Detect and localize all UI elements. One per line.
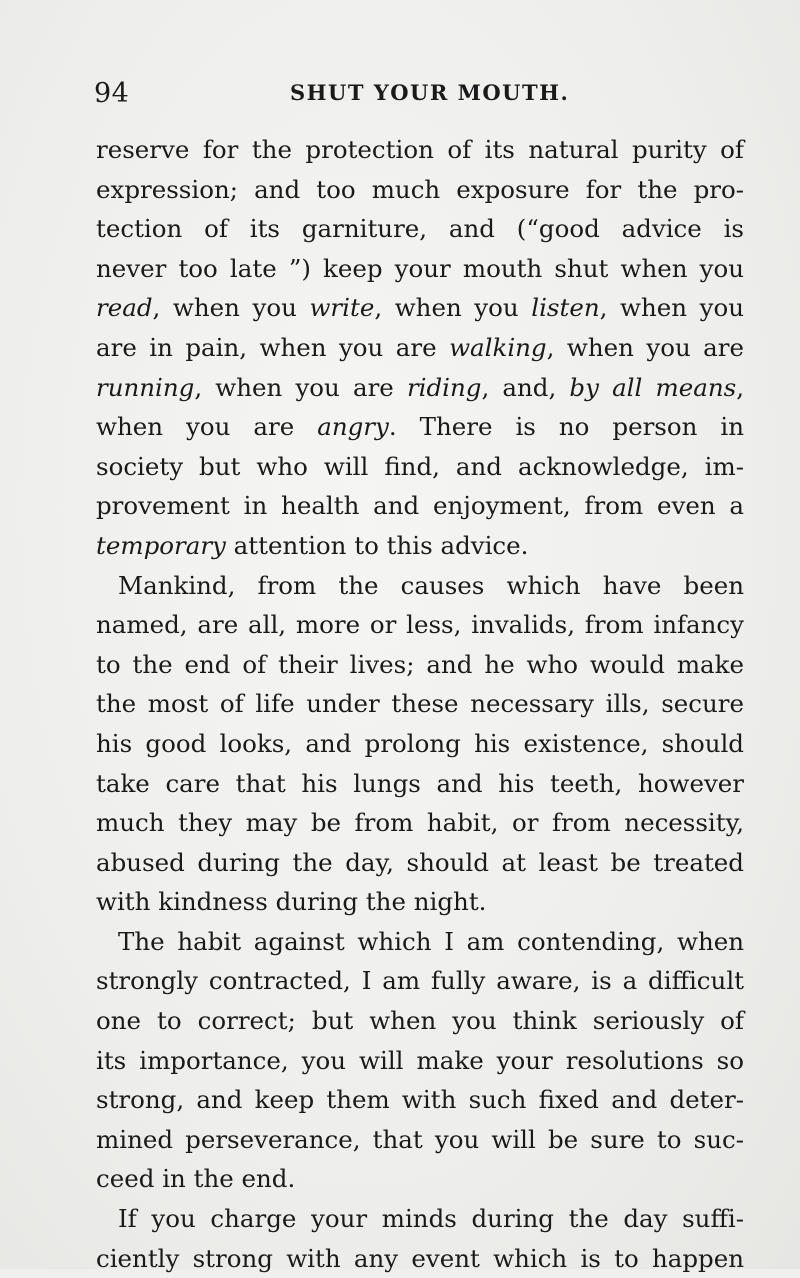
text-line: ceed in the end. — [96, 1164, 296, 1194]
running-head: SHUT YOUR MOUTH. — [290, 80, 570, 105]
text-line: are in pain, when you are walking, when you are — [96, 332, 744, 362]
emphasis: temporary — [96, 530, 226, 560]
text-line: with kindness during the night. — [96, 887, 487, 917]
text-line: to the end of their lives; and he who would make — [96, 649, 744, 679]
text-line: abused during the day, should at least be treated — [96, 847, 744, 877]
text-line: expression; and too much exposure for the pro- — [96, 174, 744, 204]
text-line: read, when you write, when you listen, when you — [96, 293, 744, 323]
body-text — [96, 130, 744, 1278]
emphasis: by all means — [569, 372, 737, 402]
emphasis: read — [96, 293, 153, 323]
text-line: much they may be from habit, or from necessity, — [96, 808, 744, 838]
emphasis: running — [96, 372, 195, 402]
text-line: one to correct; but when you think seriously of — [96, 1006, 744, 1036]
emphasis: write — [309, 293, 375, 323]
page-header — [94, 78, 734, 114]
text-line: reserve for the protection of its natural purity of — [96, 135, 744, 164]
text-line: strongly contracted, I am fully aware, is a difficult — [96, 966, 744, 996]
text-line: mined perseverance, that you will be sure to suc- — [96, 1124, 744, 1154]
text-line: never too late ”) keep your mouth shut when you — [96, 253, 744, 283]
text-line: Mankind, from the causes which have been — [118, 570, 744, 600]
emphasis: listen — [531, 293, 600, 323]
emphasis: walking — [449, 332, 547, 362]
text-line: ciently strong with any event which is to happen — [96, 1243, 744, 1273]
text-line: strong, and keep them with such fixed and deter- — [96, 1085, 744, 1115]
text-line: when you are angry. There is no person in — [96, 412, 744, 442]
text-line: his good looks, and prolong his existence, should — [96, 728, 744, 758]
text-line: tection of its garniture, and (“good advice is — [96, 214, 744, 244]
text-line: temporary attention to this advice. — [96, 530, 529, 560]
text-line: running, when you are riding, and, by all means, — [96, 372, 744, 402]
text-line: the most of life under these necessary ills, secure — [96, 689, 744, 719]
text-line: If you charge your minds during the day suffi- — [118, 1204, 744, 1234]
emphasis: angry — [317, 412, 389, 442]
text-line: society but who will find, and acknowledge, im- — [96, 451, 744, 481]
text-line: named, are all, more or less, invalids, from infancy — [96, 610, 744, 640]
text-line: provement in health and enjoyment, from even a — [96, 491, 744, 521]
emphasis: riding — [406, 372, 482, 402]
text-line: take care that his lungs and his teeth, however — [96, 768, 744, 798]
text-line: The habit against which I am contending, when — [118, 926, 744, 956]
text-line: its importance, you will make your resolutions so — [96, 1045, 744, 1075]
page-number: 94 — [94, 78, 130, 109]
